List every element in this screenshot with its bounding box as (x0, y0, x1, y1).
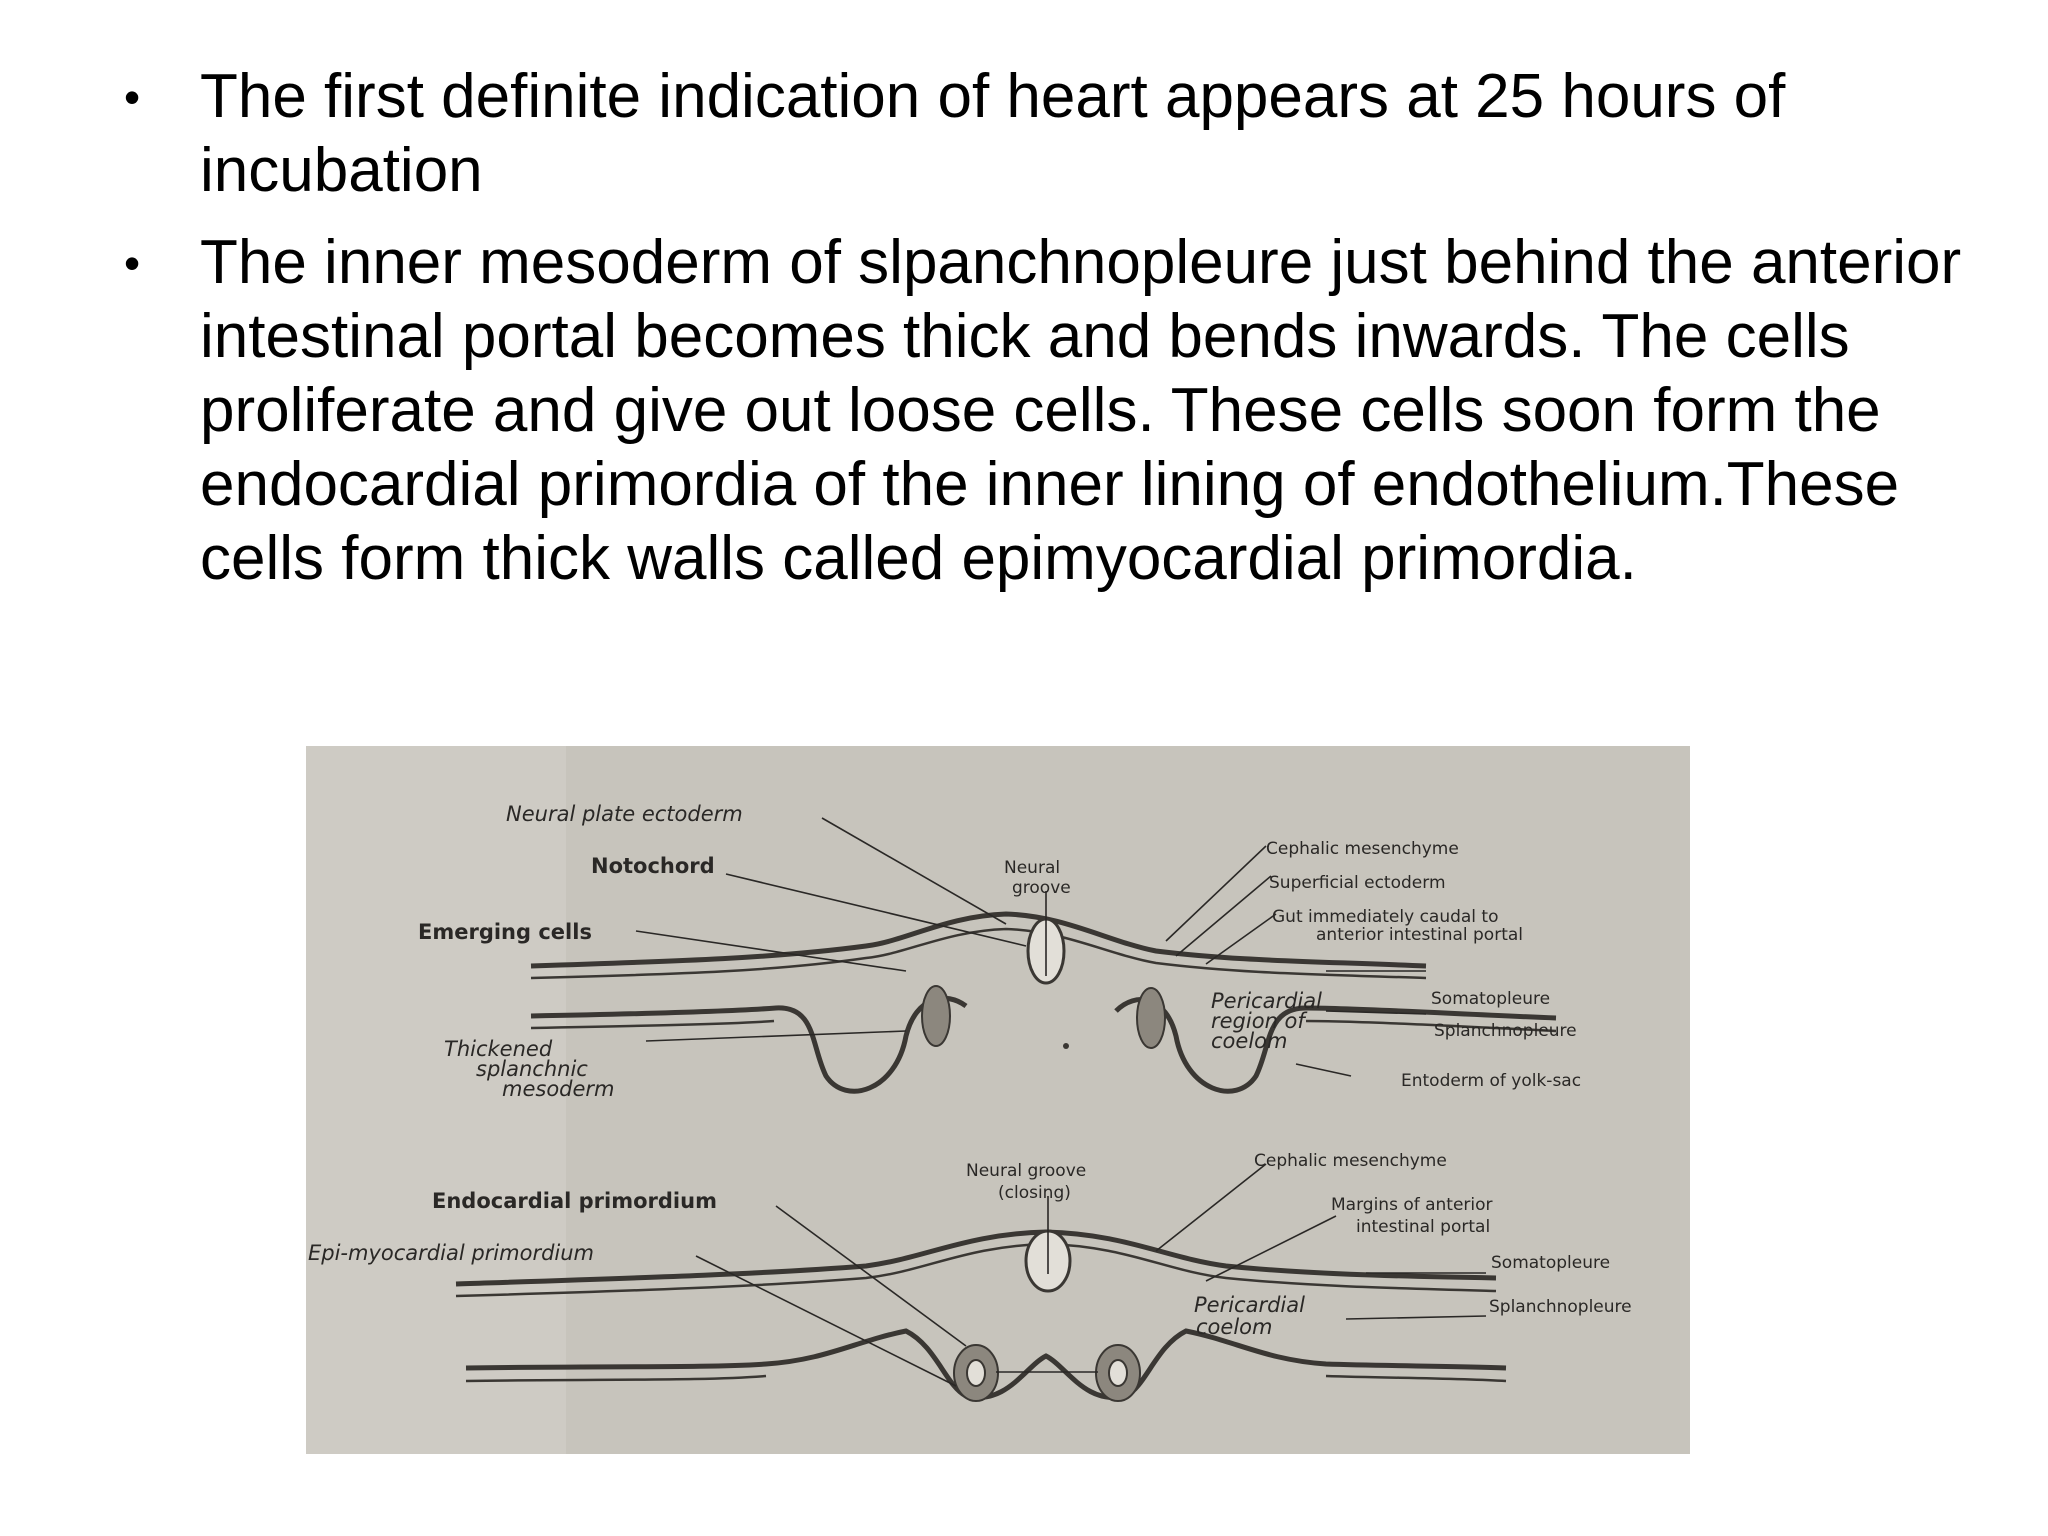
label-neural-groove-closing-line1: Neural groove (966, 1161, 1087, 1181)
label-pericardial-line3: coelom (1211, 1029, 1288, 1053)
label-notochord: Notochord (591, 854, 715, 878)
label-entoderm: Entoderm of yolk-sac (1401, 1071, 1582, 1091)
bullet-text: The first definite indication of heart appears at 25 hours of incubation (200, 62, 1786, 205)
bullet-list (120, 60, 2000, 614)
label-pericardial-coelom-line2: coelom (1196, 1315, 1273, 1339)
label-neural-groove-line1: Neural (1004, 858, 1061, 878)
label-gut-line2: anterior intestinal portal (1316, 925, 1523, 945)
label-epimyocardial-primordium: Epi-myocardial primordium (308, 1241, 595, 1265)
label-pericardial-coelom-line1: Pericardial (1194, 1293, 1305, 1317)
label-thickened-line3: mesoderm (502, 1077, 615, 1101)
label-pericardial-line2: region of (1211, 1009, 1305, 1033)
label-pericardial-line1: Pericardial (1211, 989, 1322, 1013)
bullet-dot-icon: • (124, 71, 141, 123)
embryo-heart-diagram (306, 746, 1690, 1454)
label-margins-line1: Margins of anterior (1331, 1195, 1493, 1215)
bullet-item (120, 226, 2000, 596)
diagram-svg (306, 746, 1690, 1454)
bullet-item (120, 60, 2000, 208)
label-endocardial-primordium: Endocardial primordium (432, 1189, 717, 1213)
label-neural-groove-line2: groove (1012, 878, 1071, 898)
label-neural-groove-closing-line2: (closing) (998, 1183, 1071, 1203)
label-margins-line2: intestinal portal (1356, 1217, 1491, 1237)
label-somatopleure-top: Somatopleure (1431, 989, 1551, 1009)
label-superficial-ectoderm: Superficial ectoderm (1269, 873, 1446, 893)
label-gut-line1: Gut immediately caudal to (1272, 907, 1499, 927)
label-cephalic-mesenchyme-bottom: Cephalic mesenchyme (1254, 1151, 1447, 1171)
label-somatopleure-bottom: Somatopleure (1491, 1253, 1611, 1273)
label-thickened-line2: splanchnic (476, 1057, 588, 1081)
label-splanchnopleure-top: Splanchnopleure (1434, 1021, 1577, 1041)
label-cephalic-mesenchyme: Cephalic mesenchyme (1266, 839, 1459, 859)
label-neural-plate-ectoderm: Neural plate ectoderm (506, 802, 743, 826)
bullet-text: The inner mesoderm of slpanchnopleure just behind the anterior intestinal portal becomes thick and bends inwards. The cells proliferate and give out loose cells. These cells soon form the endocardial primordia of the inner lining of endothelium.These cells form thick walls called epimyocardial primordia. (200, 228, 1962, 593)
label-splanchnopleure-bottom: Splanchnopleure (1489, 1297, 1632, 1317)
label-thickened-line1: Thickened (444, 1037, 553, 1061)
bullet-dot-icon: • (124, 237, 141, 289)
label-emerging-cells: Emerging cells (418, 920, 592, 944)
